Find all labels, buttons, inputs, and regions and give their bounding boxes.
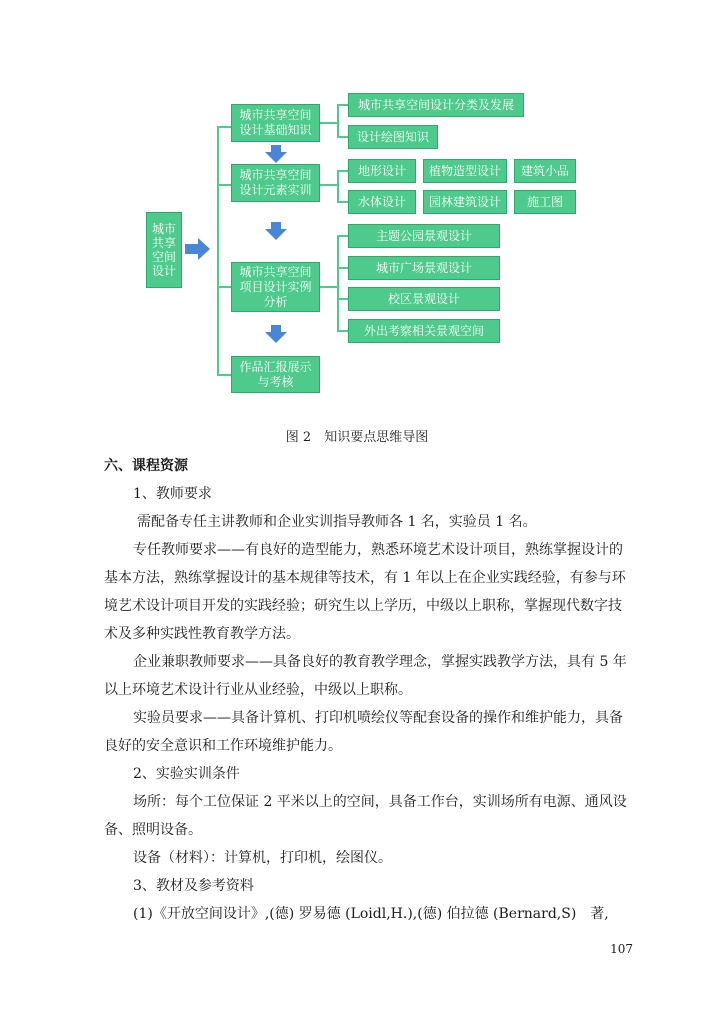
- subsection-title: 2、实验实训条件: [133, 766, 240, 782]
- trunk-branch-1: [217, 126, 231, 128]
- connector: [337, 104, 339, 138]
- stage2-item-4: 水体设计: [348, 190, 416, 214]
- stage3-item-4: 外出考察相关景观空间: [348, 319, 500, 343]
- paragraph-line: 境艺术设计项目开发的实践经验；研究生以上学历，中级以上职称，掌握现代数字技: [104, 598, 622, 614]
- paragraph-line: 良好的安全意识和工作环境维护能力。: [104, 738, 342, 754]
- subsection-title: 1、教师要求: [133, 486, 212, 502]
- paragraph-line: 备、照明设备。: [104, 822, 202, 838]
- page-number: 107: [610, 942, 633, 956]
- paragraph-line: 场所：每个工位保证 2 平米以上的空间，具备工作台，实训场所有电源、通风设: [133, 794, 627, 810]
- trunk-branch-2: [217, 184, 231, 186]
- stage-box-3: 城市共享空间 项目设计实例 分析: [231, 262, 320, 312]
- section-heading: 六、课程资源: [104, 458, 188, 474]
- connector: [337, 201, 348, 203]
- stage2-item-1: 地形设计: [348, 159, 416, 183]
- trunk-line: [217, 126, 219, 376]
- right-arrow-icon: [185, 238, 211, 260]
- trunk-branch-3: [217, 286, 231, 288]
- stage2-item-3: 建筑小品: [514, 159, 576, 183]
- stage-box-4: 作品汇报展示 与考核: [231, 356, 320, 393]
- stage1-item-2: 设计绘图知识: [348, 125, 438, 149]
- connector: [320, 286, 338, 288]
- connector: [337, 235, 348, 237]
- figure-caption: 图 2 知识要点思维导图: [285, 430, 429, 445]
- stage3-item-3: 校区景观设计: [348, 287, 500, 311]
- connector: [320, 184, 338, 186]
- stage3-item-2: 城市广场景观设计: [348, 256, 500, 280]
- stage1-item-1: 城市共享空间设计分类及发展: [348, 93, 524, 117]
- paragraph-line: 企业兼职教师要求——具备良好的教育教学理念，掌握实践教学方法，具有 5 年: [133, 654, 627, 670]
- down-arrow-icon: [265, 145, 287, 163]
- connector: [337, 298, 348, 300]
- subsection-title: 3、教材及参考资料: [133, 878, 254, 894]
- down-arrow-icon: [265, 222, 287, 240]
- stage3-item-1: 主题公园景观设计: [348, 224, 500, 248]
- connector: [337, 235, 339, 331]
- paragraph-line: (1)《开放空间设计》,(德) 罗易德 (Loidl,H.),(德) 伯拉德 (Bernard,S) 著,: [133, 906, 609, 922]
- connector: [337, 104, 348, 106]
- connector: [320, 122, 338, 124]
- stage2-item-6: 施工图: [514, 190, 576, 214]
- paragraph-line: 需配备专任主讲教师和企业实训指导教师各 1 名，实验员 1 名。: [137, 514, 537, 530]
- paragraph-line: 设备（材料）：计算机，打印机，绘图仪。: [133, 850, 392, 866]
- trunk-branch-4: [217, 374, 231, 376]
- paragraph-line: 术及多种实践性教育教学方法。: [104, 626, 300, 642]
- stage2-item-2: 植物造型设计: [423, 159, 507, 183]
- paragraph-line: 以上环境艺术设计行业从业经验，中级以上职称。: [104, 682, 412, 698]
- stage2-item-5: 园林建筑设计: [423, 190, 507, 214]
- paragraph-line: 基本方法，熟练掌握设计的基本规律等技术，有 1 年以上在企业实践经验，有参与环: [104, 570, 626, 586]
- connector: [337, 170, 348, 172]
- connector: [337, 136, 348, 138]
- stage-box-1: 城市共享空间 设计基础知识: [231, 104, 320, 142]
- connector: [337, 170, 339, 202]
- down-arrow-icon: [265, 325, 287, 343]
- paragraph-line: 专任教师要求——有良好的造型能力，熟悉环境艺术设计项目，熟练掌握设计的: [133, 542, 623, 558]
- connector: [337, 330, 348, 332]
- connector: [337, 267, 348, 269]
- stage-box-2: 城市共享空间 设计元素实训: [231, 164, 320, 202]
- mindmap-root: 城市 共享 空间 设计: [146, 212, 182, 288]
- paragraph-line: 实验员要求——具备计算机、打印机喷绘仪等配套设备的操作和维护能力，具备: [133, 710, 623, 726]
- knowledge-mind-map: [0, 0, 714, 420]
